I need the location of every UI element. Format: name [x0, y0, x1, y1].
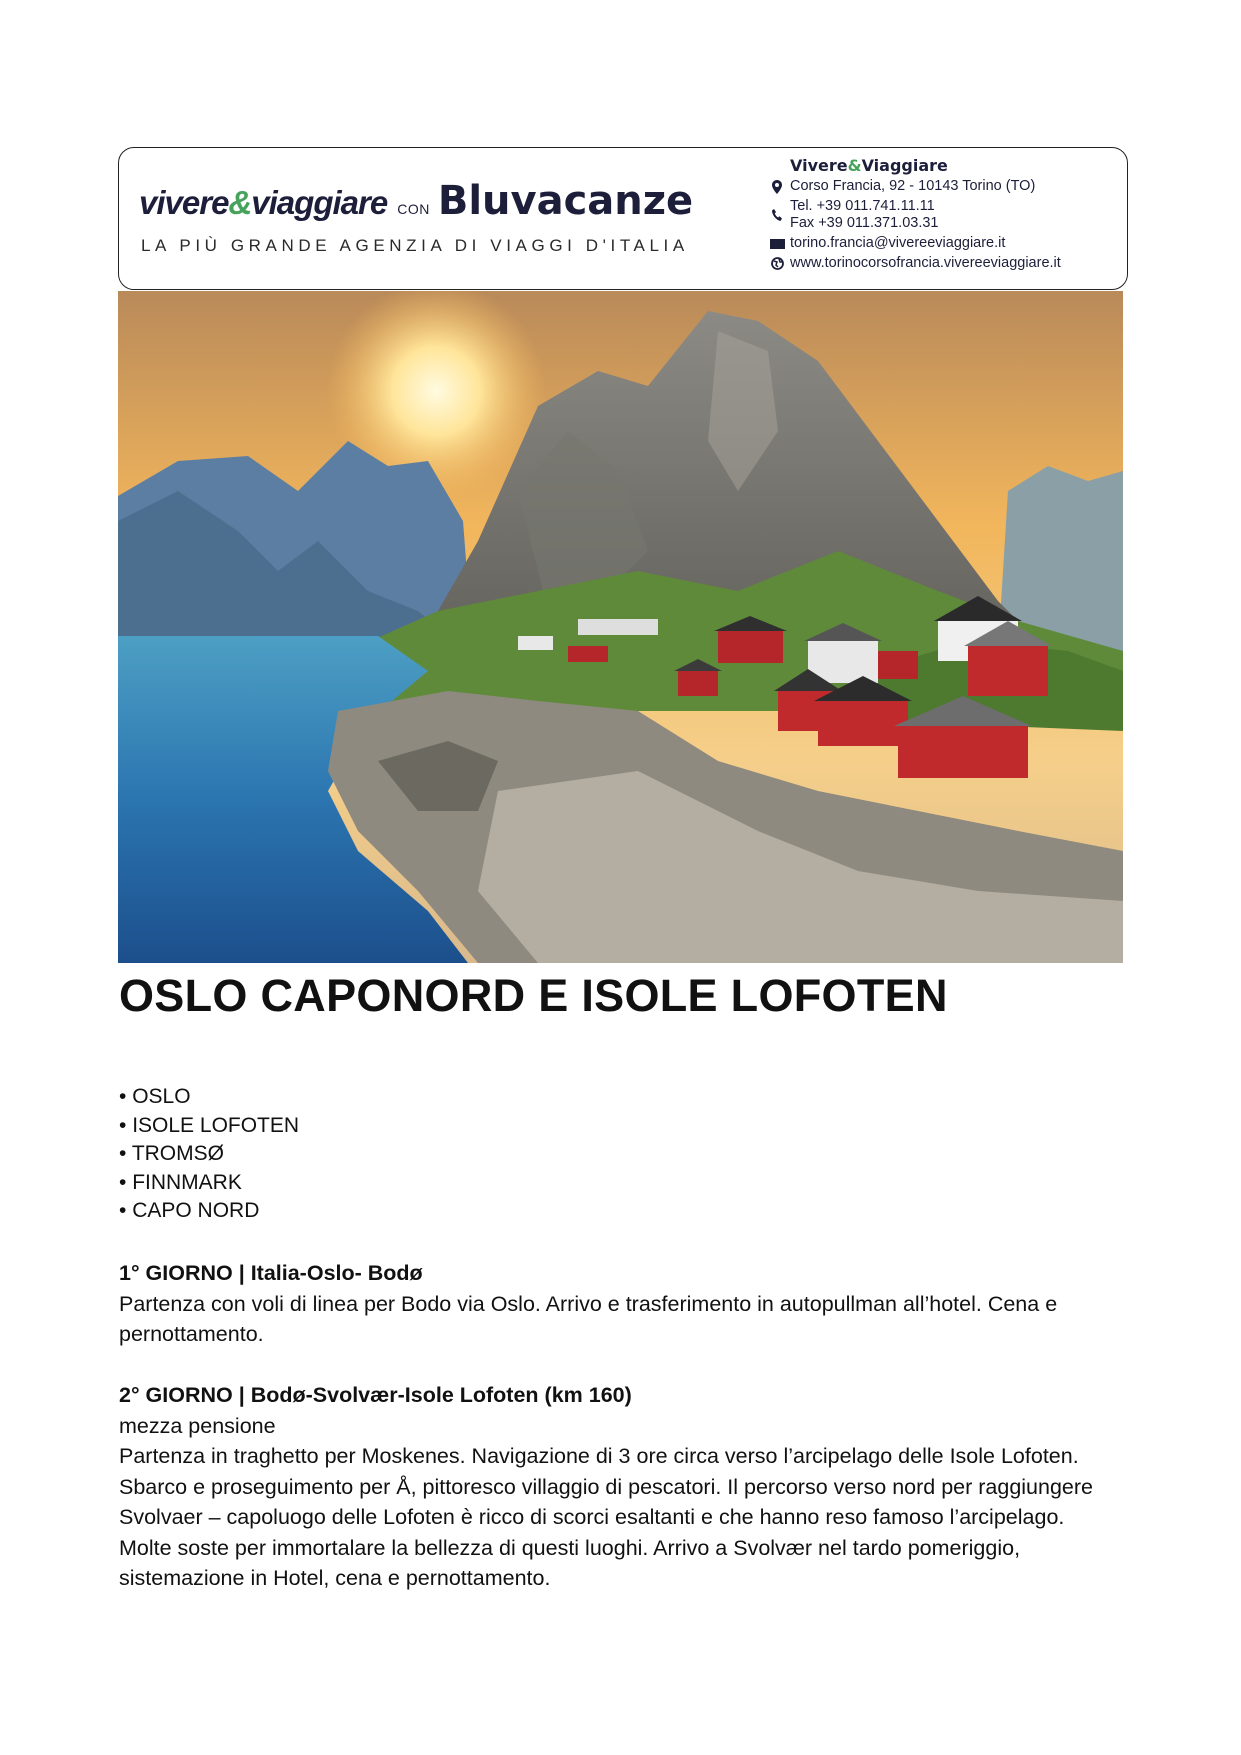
list-item: • CAPO NORD — [119, 1197, 299, 1226]
list-item: • FINNMARK — [119, 1169, 299, 1198]
day-subtitle: mezza pensione — [119, 1413, 276, 1438]
agency-tagline: LA PIÙ GRANDE AGENZIA DI VIAGGI D'ITALIA — [141, 236, 689, 255]
logo-ampersand: & — [228, 184, 252, 221]
list-item: • OSLO — [119, 1083, 299, 1112]
website-link[interactable]: www.torinocorsofrancia.vivereeviaggiare.it — [790, 255, 1061, 271]
contact-title-part2: Viaggiare — [861, 156, 948, 175]
day-title: 2° GIORNO | Bodø-Svolvær-Isole Lofoten (km 160) — [119, 1383, 632, 1407]
logo-bluvacanze: Bluvacanze — [437, 178, 694, 224]
phone-icon — [764, 198, 790, 232]
contact-website — [764, 255, 1124, 272]
contact-address — [764, 178, 1124, 195]
contact-title — [790, 156, 1124, 175]
list-item: • TROMSØ — [119, 1140, 299, 1169]
destinations-list — [119, 1083, 299, 1226]
day-description: Partenza con voli di linea per Bodo via Oslo. Arrivo e trasferimento in autopullman all’hotel. Cena e pernottamento. — [119, 1291, 1058, 1346]
contact-title-amp: & — [847, 156, 862, 175]
hero-image — [118, 291, 1123, 963]
lofoten-landscape-illustration — [118, 291, 1123, 963]
phone-fax-text — [790, 198, 938, 232]
page-title: OSLO CAPONORD E ISOLE LOFOTEN — [119, 970, 948, 1021]
logo-con: CON — [397, 201, 430, 217]
contact-block — [764, 156, 1124, 272]
envelope-icon — [764, 235, 790, 252]
email-link[interactable]: torino.francia@vivereeviaggiare.it — [790, 235, 1006, 251]
day-title: 1° GIORNO | Italia-Oslo- Bodø — [119, 1261, 423, 1285]
itinerary-day-2 — [119, 1380, 1119, 1594]
agency-logo — [139, 178, 693, 224]
itinerary-day-1 — [119, 1258, 1119, 1350]
fax-text: Fax +39 011.371.03.31 — [790, 215, 939, 231]
logo-vivere: vivere — [139, 184, 229, 221]
contact-phone — [764, 198, 1124, 232]
day-description: Partenza in traghetto per Moskenes. Navigazione di 3 ore circa verso l’arcipelago delle Isole Lofoten. Sbarco e proseguimento per Å, pittoresco villaggio di pescatori. Il percorso verso nord per raggiungere Svolvaer – capoluogo delle Lofoten è ricco di scorci esaltanti e che hanno reso famoso l’arcipelago. Molte soste per immortalare la bellezza di questi luoghi. Arrivo a Svolvær nel tardo pomeriggio, sistemazione in Hotel, cena e pernottamento. — [119, 1444, 1093, 1590]
address-text: Corso Francia, 92 - 10143 Torino (TO) — [790, 178, 1036, 194]
contact-title-part1: Vivere — [790, 156, 848, 175]
logo-viaggiare: viaggiare — [251, 184, 388, 221]
contact-email — [764, 235, 1124, 252]
tel-text[interactable]: Tel. +39 011.741.11.11 — [790, 198, 935, 214]
map-pin-icon — [764, 178, 790, 195]
agency-header — [118, 147, 1128, 290]
list-item: • ISOLE LOFOTEN — [119, 1112, 299, 1141]
globe-icon — [764, 255, 790, 272]
